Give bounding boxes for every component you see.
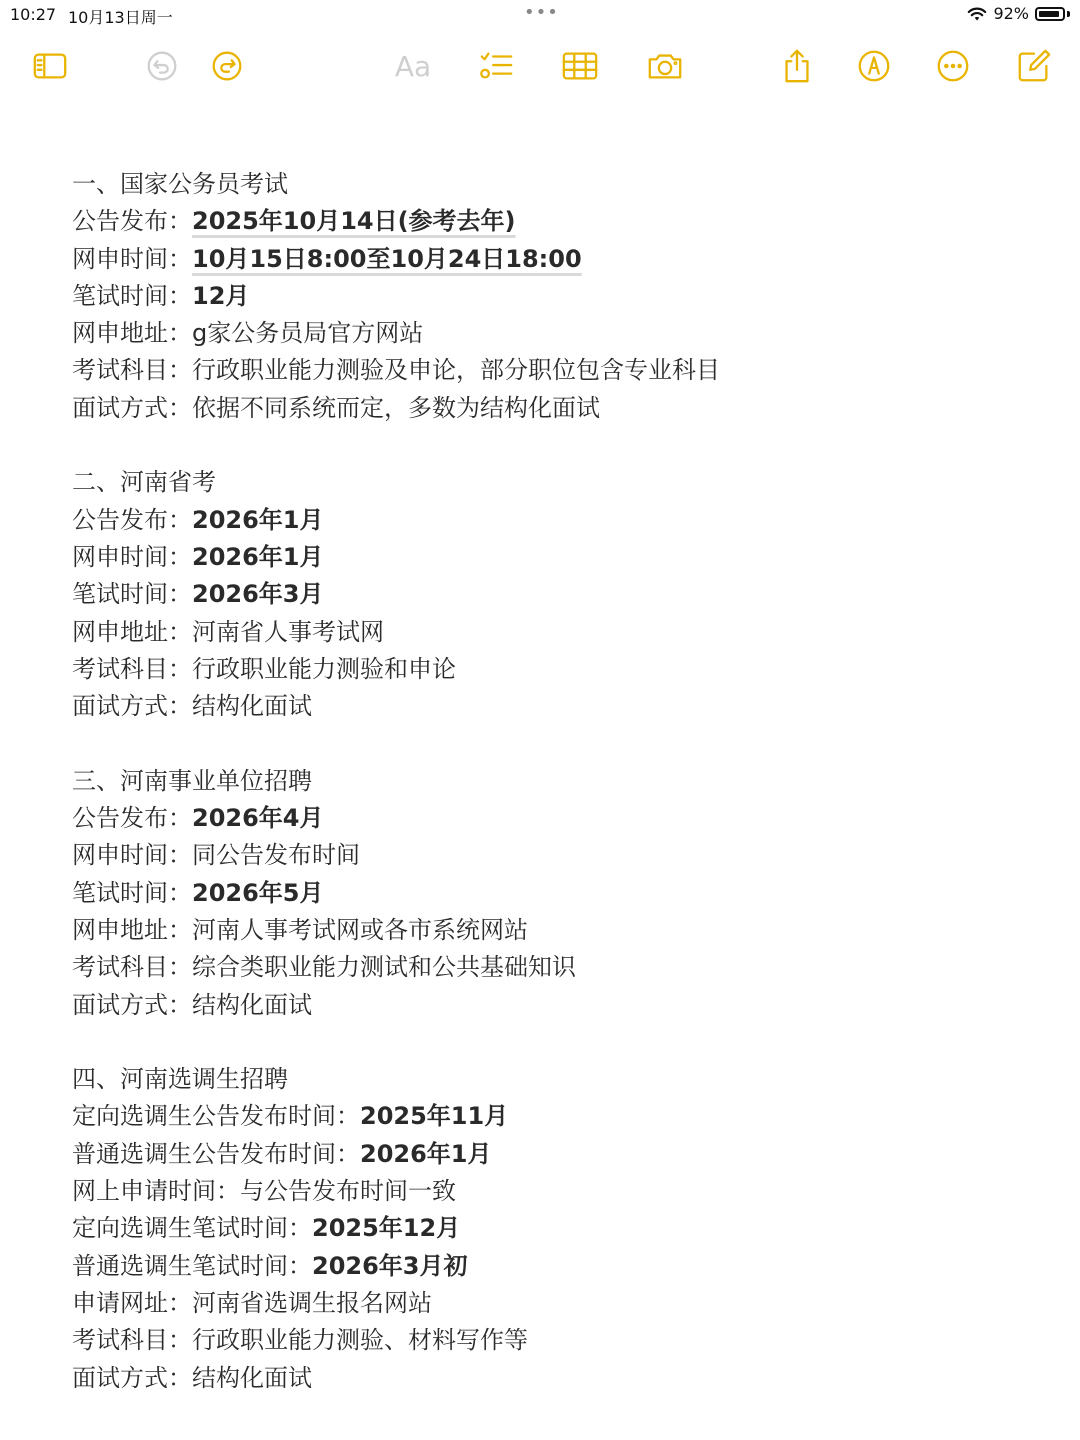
- row-label: 考试科目：: [72, 356, 192, 385]
- row-label: 考试科目：: [72, 654, 192, 683]
- battery-icon: [1035, 7, 1065, 21]
- note-row: [72, 875, 1032, 912]
- row-value: 2026年5月: [192, 878, 324, 907]
- row-label: 定向选调生公告发布时间：: [72, 1102, 360, 1131]
- markup-button[interactable]: [852, 44, 896, 88]
- row-label: 网申地址：: [72, 319, 192, 348]
- compose-button[interactable]: [1012, 44, 1056, 88]
- row-label: 面试方式：: [72, 990, 192, 1019]
- row-value: 综合类职业能力测试和公共基础知识: [192, 953, 576, 982]
- row-value: 同公告发布时间: [192, 841, 360, 870]
- row-value: 2025年11月: [360, 1102, 509, 1131]
- row-label: 网申时间：: [72, 244, 192, 273]
- row-label: 笔试时间：: [72, 281, 192, 310]
- note-row: [72, 1285, 1032, 1322]
- status-time: 10:27: [10, 5, 57, 24]
- row-value: 结构化面试: [192, 990, 312, 1019]
- row-value: 河南省选调生报名网站: [192, 1288, 432, 1317]
- row-value: 河南人事考试网或各市系统网站: [192, 915, 528, 944]
- row-value: 2026年1月: [192, 505, 324, 534]
- battery-percent: 92%: [993, 4, 1029, 23]
- note-body[interactable]: [72, 166, 1032, 1397]
- row-label: 考试科目：: [72, 953, 192, 982]
- section-heading: 二、河南省考: [72, 468, 216, 497]
- battery-fill: [1039, 11, 1059, 17]
- format-button[interactable]: [391, 44, 435, 88]
- table-button[interactable]: [558, 44, 602, 88]
- row-label: 申请网址：: [72, 1288, 192, 1317]
- note-row: [72, 1136, 1032, 1173]
- section-heading: 四、河南选调生招聘: [72, 1065, 288, 1094]
- note-row: [72, 241, 1032, 278]
- markup-icon: [855, 47, 893, 85]
- row-label: 网申时间：: [72, 542, 192, 571]
- row-value: 与公告发布时间一致: [240, 1177, 456, 1206]
- row-value: 2025年10月14日(参考去年): [192, 207, 516, 236]
- checklist-icon: [477, 47, 515, 85]
- row-value: 行政职业能力测验及申论，部分职位包含专业科目: [192, 356, 720, 385]
- note-row: [72, 278, 1032, 315]
- note-row: [72, 800, 1032, 837]
- more-button[interactable]: [931, 44, 975, 88]
- row-label: 考试科目：: [72, 1326, 192, 1355]
- row-value: 行政职业能力测验和申论: [192, 654, 456, 683]
- row-label: 网上申请时间：: [72, 1177, 240, 1206]
- note-row: [72, 203, 1032, 240]
- row-label: 网申地址：: [72, 915, 192, 944]
- note-row: [72, 352, 1032, 389]
- row-label: 普通选调生笔试时间：: [72, 1251, 312, 1280]
- row-value: g家公务员局官方网站: [192, 319, 424, 348]
- row-label: 普通选调生公告发布时间：: [72, 1139, 360, 1168]
- row-value: 结构化面试: [192, 692, 312, 721]
- multitasking-dots[interactable]: •••: [524, 2, 559, 23]
- camera-button[interactable]: [643, 44, 687, 88]
- row-value: 结构化面试: [192, 1363, 312, 1392]
- row-value: 2026年1月: [360, 1139, 492, 1168]
- note-row: [72, 1098, 1032, 1135]
- wifi-icon: [967, 6, 987, 22]
- row-value: 行政职业能力测验、材料写作等: [192, 1326, 528, 1355]
- redo-button[interactable]: [205, 44, 249, 88]
- format-label: Aa: [394, 49, 432, 83]
- note-row: [72, 390, 1032, 427]
- camera-icon: [646, 47, 684, 85]
- compose-icon: [1015, 47, 1053, 85]
- undo-button[interactable]: [140, 44, 184, 88]
- note-row: [72, 688, 1032, 725]
- status-indicators: [967, 4, 1070, 23]
- row-label: 公告发布：: [72, 505, 192, 534]
- note-row: [72, 576, 1032, 613]
- row-value: 2026年3月: [192, 580, 324, 609]
- share-icon: [778, 47, 816, 85]
- row-value: 10月15日8:00至10月24日18:00: [192, 244, 582, 273]
- row-value: 2026年4月: [192, 804, 324, 833]
- note-row: [72, 614, 1032, 651]
- note-row: [72, 539, 1032, 576]
- blank-line: [72, 725, 1032, 762]
- battery-cap: [1067, 11, 1070, 17]
- blank-line: [72, 1024, 1032, 1061]
- row-value: 2026年3月初: [312, 1251, 468, 1280]
- row-value: 依据不同系统而定，多数为结构化面试: [192, 393, 600, 422]
- sidebar-icon: [31, 47, 69, 85]
- note-row: [72, 949, 1032, 986]
- note-row: [72, 502, 1032, 539]
- row-label: 面试方式：: [72, 393, 192, 422]
- note-row: [72, 1173, 1032, 1210]
- section-heading: 三、河南事业单位招聘: [72, 766, 312, 795]
- note-row: [72, 1322, 1032, 1359]
- table-icon: [561, 47, 599, 85]
- row-label: 公告发布：: [72, 207, 192, 236]
- row-value: 河南省人事考试网: [192, 617, 384, 646]
- section-heading: 一、国家公务员考试: [72, 170, 288, 198]
- notes-toolbar: [0, 36, 1080, 96]
- row-label: 网申地址：: [72, 617, 192, 646]
- row-label: 笔试时间：: [72, 580, 192, 609]
- redo-icon: [208, 47, 246, 85]
- more-icon: [934, 47, 972, 85]
- status-date: 10月13日周一: [68, 8, 173, 27]
- share-button[interactable]: [775, 44, 819, 88]
- row-label: 笔试时间：: [72, 878, 192, 907]
- note-row: [72, 837, 1032, 874]
- row-value: 2025年12月: [312, 1214, 461, 1243]
- note-row: [72, 987, 1032, 1024]
- note-row: [72, 651, 1032, 688]
- checklist-button[interactable]: [474, 44, 518, 88]
- row-label: 网申时间：: [72, 841, 192, 870]
- note-row: [72, 1248, 1032, 1285]
- row-value: 2026年1月: [192, 542, 324, 571]
- status-bar: [0, 0, 1080, 30]
- row-label: 面试方式：: [72, 1363, 192, 1392]
- row-label: 公告发布：: [72, 804, 192, 833]
- row-label: 面试方式：: [72, 692, 192, 721]
- sidebar-button[interactable]: [28, 44, 72, 88]
- note-row: [72, 1210, 1032, 1247]
- note-row: [72, 1360, 1032, 1397]
- undo-icon: [143, 47, 181, 85]
- row-label: 定向选调生笔试时间：: [72, 1214, 312, 1243]
- note-row: [72, 315, 1032, 352]
- row-value: 12月: [192, 281, 250, 310]
- blank-line: [72, 427, 1032, 464]
- note-row: [72, 912, 1032, 949]
